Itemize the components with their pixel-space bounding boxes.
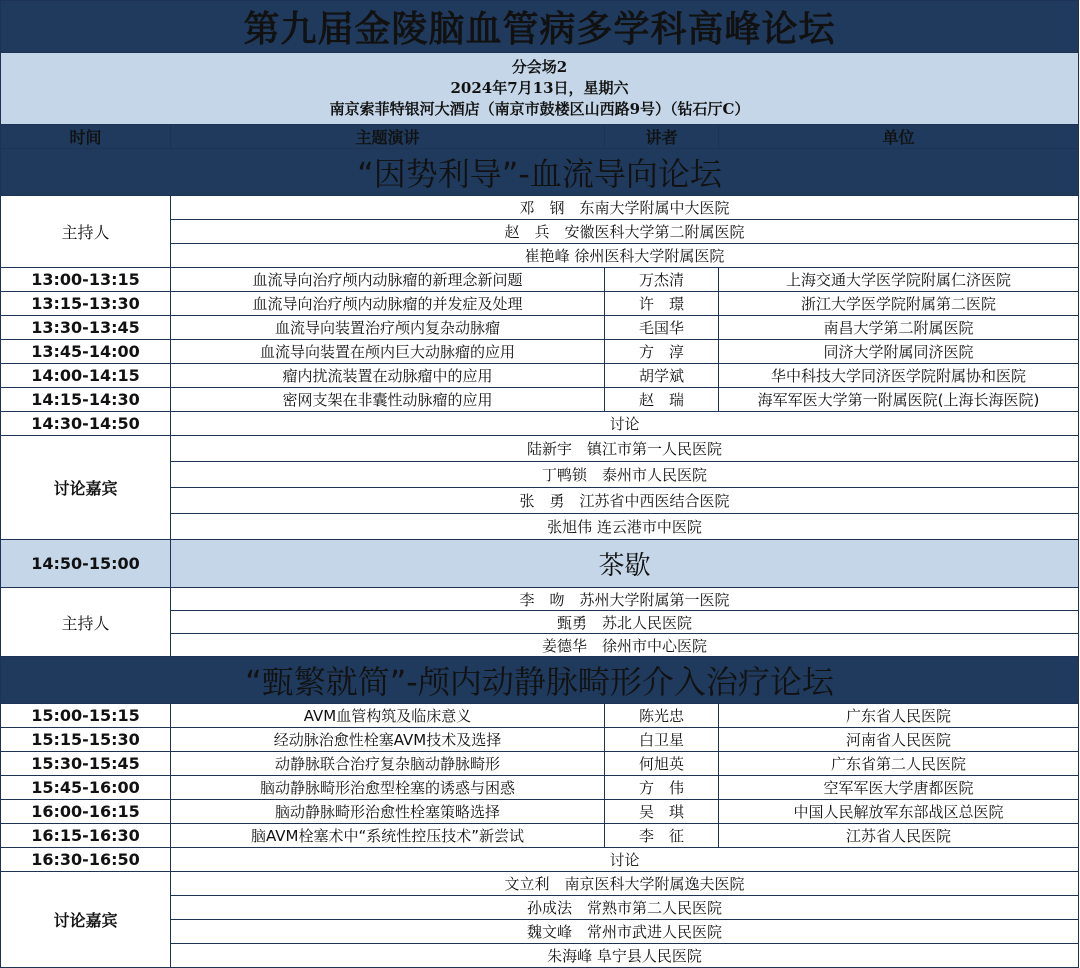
talk-unit: 浙江大学医学院附属第二医院 — [719, 292, 1079, 316]
talk-unit: 南昌大学第二附属医院 — [719, 316, 1079, 340]
section2-host: 姜德华 徐州市中心医院 — [171, 634, 1079, 657]
talk-topic: 血流导向治疗颅内动脉瘤的并发症及处理 — [171, 292, 605, 316]
talk-row — [1, 752, 1079, 776]
talk-topic: 血流导向装置在颅内巨大动脉瘤的应用 — [171, 340, 605, 364]
header-unit: 单位 — [719, 125, 1079, 149]
talk-speaker: 许 璟 — [605, 292, 719, 316]
event-date: 2024年7月13日，星期六 — [450, 79, 629, 97]
section2-host: 甄勇 苏北人民医院 — [171, 611, 1079, 634]
discussion-guest: 张旭伟 连云港市中医院 — [171, 514, 1079, 540]
discussion-guest: 孙成法 常熟市第二人民医院 — [171, 896, 1079, 920]
header-time: 时间 — [1, 125, 171, 149]
header-speaker: 讲者 — [605, 125, 719, 149]
talk-unit: 空军军医大学唐都医院 — [719, 776, 1079, 800]
talk-row — [1, 316, 1079, 340]
talk-speaker: 吴 琪 — [605, 800, 719, 824]
talk-speaker: 毛国华 — [605, 316, 719, 340]
tea-break-label: 茶歇 — [171, 540, 1079, 588]
talk-time: 15:15-15:30 — [1, 728, 171, 752]
talk-speaker: 方 伟 — [605, 776, 719, 800]
section2-host: 李 吻 苏州大学附属第一医院 — [171, 588, 1079, 611]
header-topic: 主题演讲 — [171, 125, 605, 149]
discussion-guest: 丁鸭锁 泰州市人民医院 — [171, 462, 1079, 488]
talk-row — [1, 704, 1079, 728]
section2-guests-label: 讨论嘉宾 — [1, 872, 171, 968]
talk-time: 13:15-13:30 — [1, 292, 171, 316]
talk-speaker: 赵 瑞 — [605, 388, 719, 412]
discussion-guest: 魏文峰 常州市武进人民医院 — [171, 920, 1079, 944]
talk-row — [1, 364, 1079, 388]
section1-host: 赵 兵 安徽医科大学第二附属医院 — [171, 220, 1079, 244]
talk-time: 15:45-16:00 — [1, 776, 171, 800]
talk-topic: AVM血管构筑及临床意义 — [171, 704, 605, 728]
section1-host-label: 主持人 — [1, 196, 171, 268]
talk-speaker: 万杰清 — [605, 268, 719, 292]
talk-speaker: 李 征 — [605, 824, 719, 848]
talk-unit: 广东省人民医院 — [719, 704, 1079, 728]
talk-topic: 脑动静脉畸形治愈型栓塞的诱惑与困惑 — [171, 776, 605, 800]
talk-time: 13:30-13:45 — [1, 316, 171, 340]
talk-unit: 同济大学附属同济医院 — [719, 340, 1079, 364]
talk-speaker: 何旭英 — [605, 752, 719, 776]
talk-topic: 血流导向装置治疗颅内复杂动脉瘤 — [171, 316, 605, 340]
talk-unit: 华中科技大学同济医学院附属协和医院 — [719, 364, 1079, 388]
forum-title: 第九届金陵脑血管病多学科高峰论坛 — [1, 1, 1079, 53]
talk-row — [1, 268, 1079, 292]
talk-speaker: 白卫星 — [605, 728, 719, 752]
talk-topic: 脑AVM栓塞术中“系统性控压技术”新尝试 — [171, 824, 605, 848]
talk-row — [1, 728, 1079, 752]
talk-time: 13:00-13:15 — [1, 268, 171, 292]
talk-topic: 动静脉联合治疗复杂脑动静脉畸形 — [171, 752, 605, 776]
discussion-guest: 陆新宇 镇江市第一人民医院 — [171, 436, 1079, 462]
talk-speaker: 方 淳 — [605, 340, 719, 364]
section2-title: “甄繁就简”-颅内动静脉畸形介入治疗论坛 — [1, 657, 1079, 704]
section1-host: 崔艳峰 徐州医科大学附属医院 — [171, 244, 1079, 268]
discussion-time: 14:30-14:50 — [1, 412, 171, 436]
talk-time: 15:30-15:45 — [1, 752, 171, 776]
talk-row — [1, 800, 1079, 824]
talk-time: 13:45-14:00 — [1, 340, 171, 364]
talk-topic: 经动脉治愈性栓塞AVM技术及选择 — [171, 728, 605, 752]
talk-topic: 血流导向治疗颅内动脉瘤的新理念新问题 — [171, 268, 605, 292]
discussion-label: 讨论 — [171, 848, 1079, 872]
talk-time: 14:00-14:15 — [1, 364, 171, 388]
talk-unit: 河南省人民医院 — [719, 728, 1079, 752]
talk-unit: 江苏省人民医院 — [719, 824, 1079, 848]
venue-name: 分会场2 — [511, 58, 568, 76]
talk-time: 14:15-14:30 — [1, 388, 171, 412]
talk-topic: 脑动静脉畸形治愈性栓塞策略选择 — [171, 800, 605, 824]
talk-unit: 广东省第二人民医院 — [719, 752, 1079, 776]
discussion-time: 16:30-16:50 — [1, 848, 171, 872]
talk-row — [1, 776, 1079, 800]
talk-unit: 中国人民解放军东部战区总医院 — [719, 800, 1079, 824]
talk-row — [1, 292, 1079, 316]
talk-row — [1, 388, 1079, 412]
venue-info — [1, 53, 1079, 125]
talk-time: 16:15-16:30 — [1, 824, 171, 848]
section1-title: “因势利导”-血流导向论坛 — [1, 149, 1079, 196]
talk-unit: 海军军医大学第一附属医院(上海长海医院) — [719, 388, 1079, 412]
section1-host: 邓 钢 东南大学附属中大医院 — [171, 196, 1079, 220]
tea-time: 14:50-15:00 — [1, 540, 171, 588]
talk-topic: 密网支架在非囊性动脉瘤的应用 — [171, 388, 605, 412]
talk-unit: 上海交通大学医学院附属仁济医院 — [719, 268, 1079, 292]
section1-guests-label: 讨论嘉宾 — [1, 436, 171, 540]
talk-time: 16:00-16:15 — [1, 800, 171, 824]
talk-row — [1, 824, 1079, 848]
section2-host-label: 主持人 — [1, 588, 171, 657]
discussion-guest: 朱海峰 阜宁县人民医院 — [171, 944, 1079, 968]
discussion-guest: 文立利 南京医科大学附属逸夫医院 — [171, 872, 1079, 896]
venue-address: 南京索菲特银河大酒店（南京市鼓楼区山西路9号）（钻石厅C） — [329, 100, 750, 118]
talk-topic: 瘤内扰流装置在动脉瘤中的应用 — [171, 364, 605, 388]
discussion-label: 讨论 — [171, 412, 1079, 436]
discussion-guest: 张 勇 江苏省中西医结合医院 — [171, 488, 1079, 514]
talk-row — [1, 340, 1079, 364]
talk-speaker: 胡学斌 — [605, 364, 719, 388]
talk-speaker: 陈光忠 — [605, 704, 719, 728]
talk-time: 15:00-15:15 — [1, 704, 171, 728]
